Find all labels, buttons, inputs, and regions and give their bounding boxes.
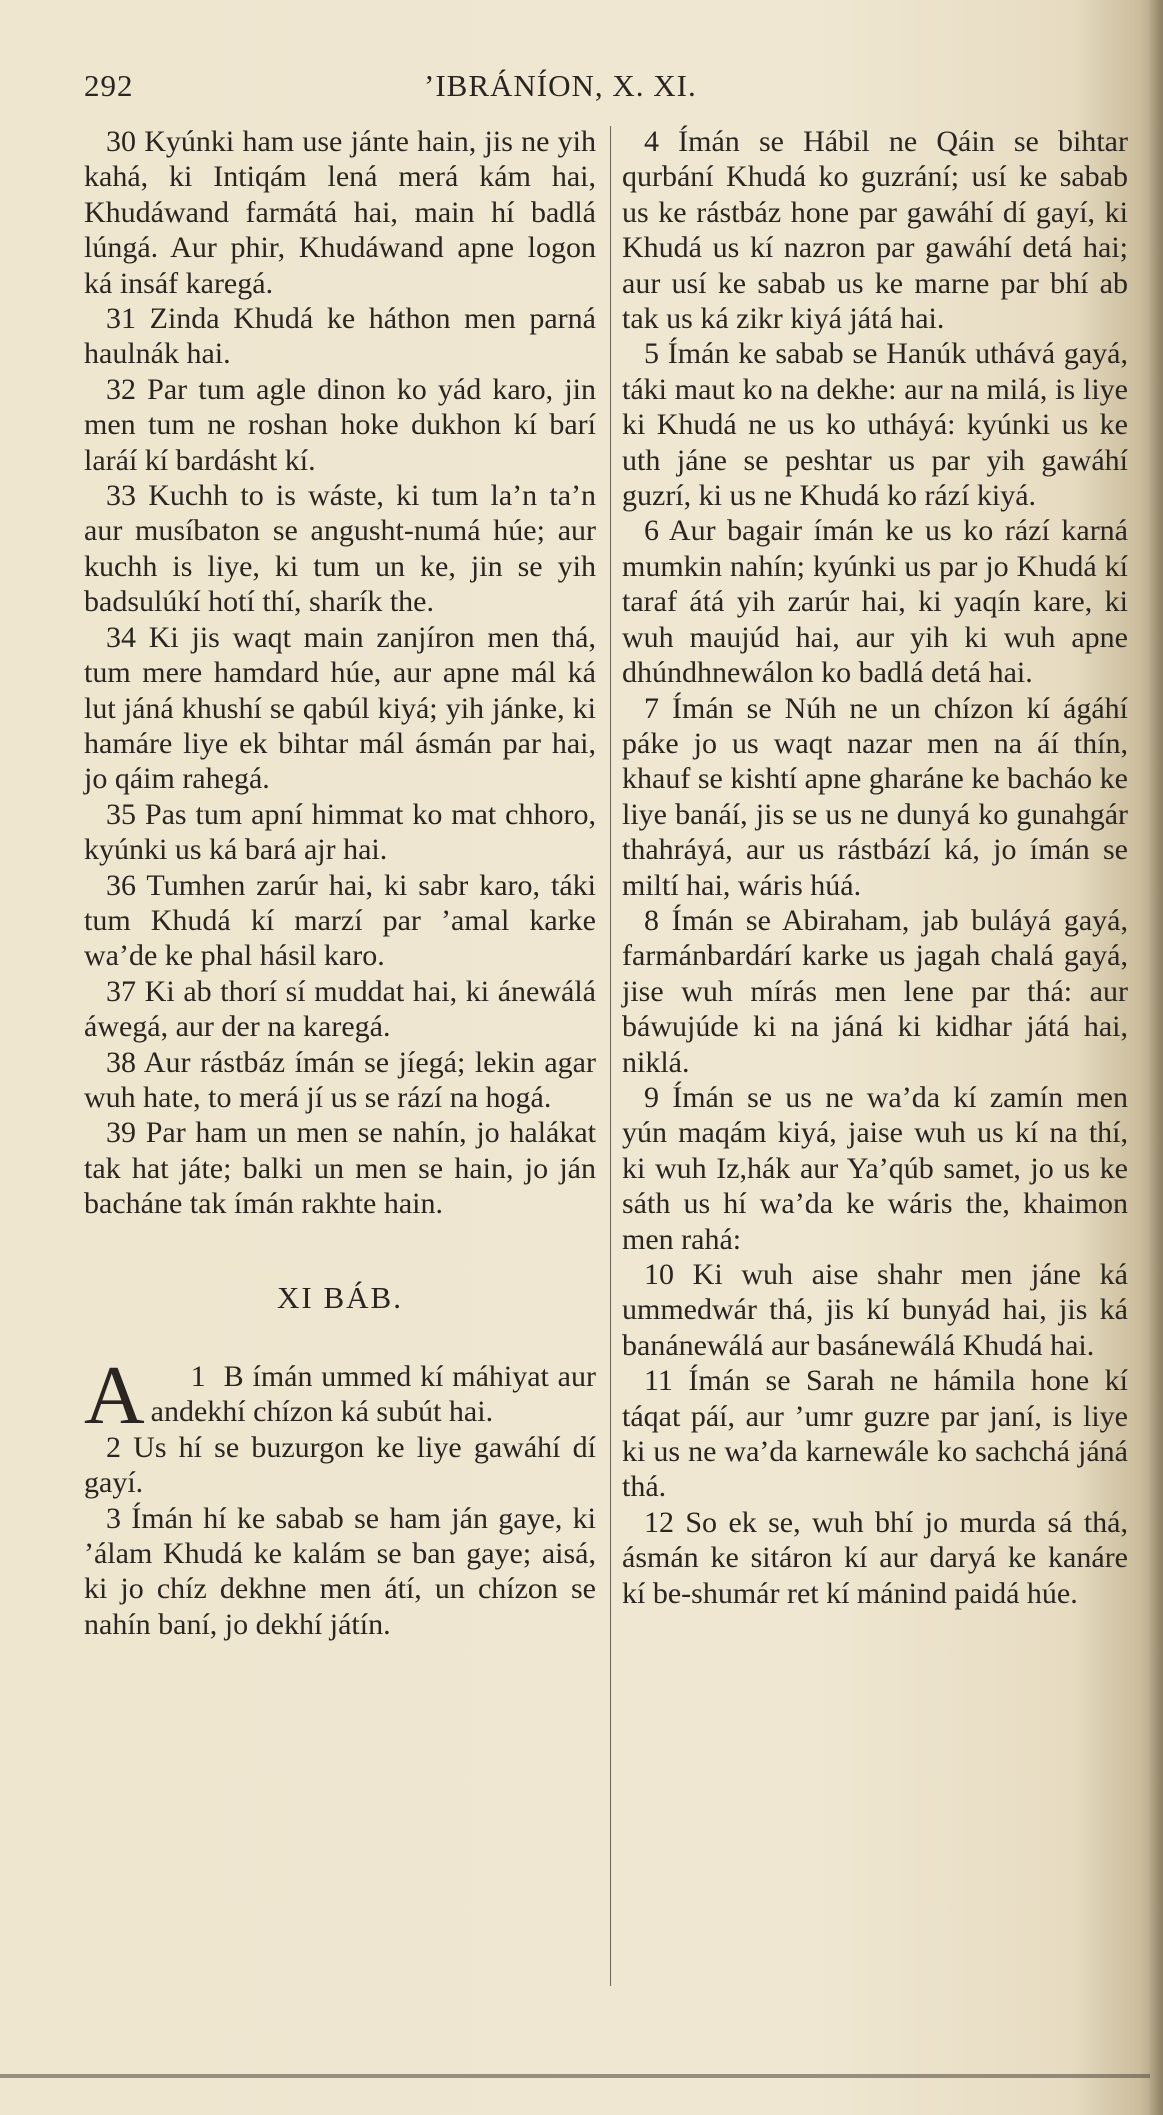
verse-36: 36 Tumhen zarúr hai, ki sabr karo, táki tum Khudá kí marzí par ’amal karke wa’de ke phal hásil karo. [84,868,596,973]
verse-32: 32 Par tum agle dinon ko yád karo, jin men tum ne roshan hoke dukhon kí barí laráí kí bardásht kí. [84,372,596,477]
running-head: ’IBRÁNÍON, X. XI. [424,68,697,103]
page-number: 292 [84,68,134,103]
verse-1-text: B ímán ummed kí máhiyat aur andekhí chízon ká subút hai. [150,1360,596,1429]
verse-4: 4 Ímán se Hábil ne Qáin se bihtar qurbání Khudá ko guzrání; usí ke sabab us ke rástbáz hone par gawáhí dí gayí, ki Khudá us kí nazron par gawáhí detá hai; aur usí ke sabab us ke marne par bhí ab tak us ká zikr kiyá játá hai. [622,125,1128,336]
verse-38: 38 Aur rástbáz ímán se jíegá; lekin agar wuh hate, to merá jí us se rází na hogá. [84,1045,596,1114]
page-edge [1149,0,1163,2115]
verse-11: 11 Ímán se Sarah ne hámila hone kí táqat páí, aur ’umr guzre par janí, is liye ki us ne wa’da karnewále ko sachchá jáná thá. [622,1364,1128,1504]
verse-39: 39 Par ham un men se nahín, jo halákat tak hat játe; balki un men se hain, jo ján bacháne tak ímán rakhte hain. [84,1116,596,1221]
right-column [622,124,1128,1611]
verse-35: 35 Pas tum apní himmat ko mat chhoro, kyúnki us ká bará ajr hai. [84,797,596,867]
verse-number: 1 [190,1360,206,1393]
bottom-shadow [0,2074,1150,2078]
verse-3: 3 Ímán hí ke sabab se ham ján gaye, ki ’álam Khudá ke kalám se ban gaye; aisá, ki jo chíz dekhne men átí, un chízon se nahín baní, jo dekhí játín. [84,1501,596,1641]
column-divider [610,126,611,1986]
verse-2: 2 Us hí se buzurgon ke liye gawáhí dí gayí. [84,1430,596,1500]
verse-30: 30 Kyúnki ham use jánte hain, jis ne yih kahá, ki Intiqám lená merá kám hai, Khudáwand farmátá hai, main hí badlá lúngá. Aur phir, Khudáwand apne logon ká insáf karegá. [84,125,596,300]
verse-12: 12 So ek se, wuh bhí jo murda sá thá, ásmán ke sitáron kí aur daryá ke kanáre kí be-shumár ret kí mánind paidá húe. [622,1505,1128,1610]
verse-34: 34 Ki jis waqt main zanjíron men thá, tum mere hamdard húe, aur apne mál ká lut jáná khushí se qabúl kiyá; yih jánke, ki hamáre liye ek bihtar mál ásmán par hai, jo qáim rahegá. [84,620,596,796]
verse-31: 31 Zinda Khudá ke háthon men parná haulnák hai. [84,302,596,371]
verse-7: 7 Ímán se Núh ne un chízon kí ágáhí páke jo us waqt nazar men na áí thín, khauf se kishtí apne gharáne ke bacháo ke liye banáí, jis se us ne dunyá ko gunahgár thahráyá, aur us rástbází ká, jo ímán se miltí hai, wáris húá. [622,691,1128,902]
verse-37: 37 Ki ab thorí sí muddat hai, ki ánewálá áwegá, aur der na karegá. [84,974,596,1044]
verse-10: 10 Ki wuh aise shahr men jáne ká ummedwár thá, jis kí bunyád hai, jis ká banánewálá aur basánewálá Khudá hai. [622,1258,1128,1362]
verse-1 [84,1349,596,1442]
page-header [84,68,804,118]
verse-9: 9 Ímán se us ne wa’da kí zamín men yún maqám kiyá, jaise wuh us kí na thí, ki wuh Iz,hák aur Ya’qúb samet, jo us ke sáth us hí wa’da ke wáris the, khaimon men rahá: [622,1080,1128,1256]
left-column [84,124,596,1642]
chapter-heading: XI BÁB. [277,1279,403,1315]
dropcap-letter: A [84,1349,145,1442]
verse-6: 6 Aur bagair ímán ke us ko rází karná mumkin nahín; kyúnki us par jo Khudá kí taraf átá yih zarúr hai, ki yaqín kare, ki wuh maujúd hai, aur yih ki wuh apne dhúndhnewálon ko badlá detá hai. [622,514,1128,690]
verse-33: 33 Kuchh to is wáste, ki tum la’n ta’n aur musíbaton se angusht-numá húe; aur kuchh is liye, ki tum un ke, jin se yih badsulúkí hotí thí, sharík the. [84,479,596,619]
verse-8: 8 Ímán se Abiraham, jab buláyá gayá, farmánbardárí karke us jagah chalá gayá, jise wuh mírás men lene par thá: aur báwujúde ki na jáná ki kidhar játá hai, niklá. [622,903,1128,1079]
verse-5: 5 Ímán ke sabab se Hanúk uthává gayá, táki maut ko na dekhe: aur na milá, is liye ki Khudá ne us ko utháyá: kyúnki us ke uth jáne se peshtar us par yih gawáhí guzrí, ki us ne Khudá ko rází kiyá. [622,337,1128,513]
